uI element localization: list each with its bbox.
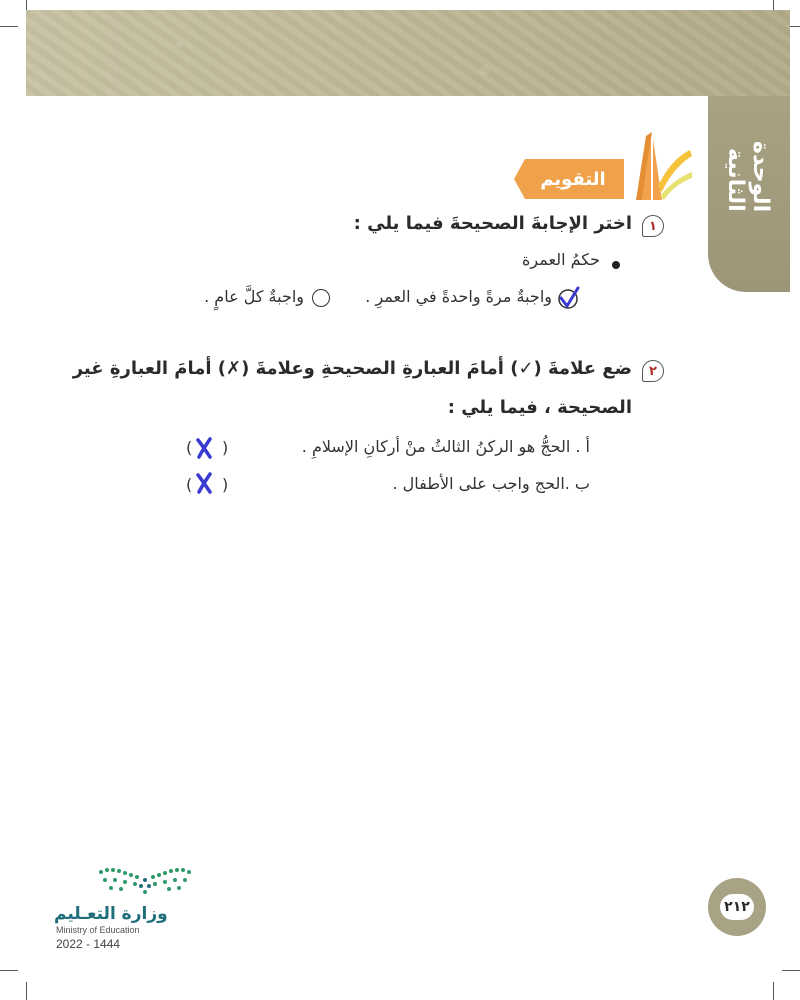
option-b-radio[interactable] <box>312 289 330 307</box>
crop-mark <box>773 982 774 1000</box>
statement-b-bracket-open: ( <box>222 475 229 494</box>
page-number-badge <box>708 878 766 936</box>
question-prompt: اختر الإجابةَ الصحيحةَ فيما يلي : <box>353 213 632 234</box>
bullet-point <box>612 261 620 269</box>
question-prompt-line1: ضع علامةَ (✓) أمامَ العبارةِ الصحيحةِ وعلامةَ (✗) أمامَ العبارةِ غير <box>72 358 632 379</box>
ministry-name-english: Ministry of Education <box>56 925 140 935</box>
crop-mark <box>0 970 18 971</box>
header-band <box>26 10 790 96</box>
statement-a-bracket-open: ( <box>222 438 229 457</box>
ministry-name-arabic: وزارة التعـليم <box>54 904 168 924</box>
statement-a-bracket-close: ) <box>186 438 193 457</box>
page-number: ٢١٢ <box>720 894 754 920</box>
statement-b-bracket-close: ) <box>186 475 193 494</box>
crop-mark <box>26 982 27 1000</box>
ministry-logo-icon <box>95 862 195 896</box>
x-mark-icon <box>194 437 214 459</box>
question-number: ١ <box>642 215 664 237</box>
x-mark-icon <box>194 472 214 494</box>
question-prompt-line2: الصحيحة ، فيما يلي : <box>447 397 632 418</box>
edition-year: 2022 - 1444 <box>56 937 121 951</box>
check-mark-icon <box>556 286 580 310</box>
option-a-text: واجبةٌ مرةً واحدةً في العمرِ . <box>365 287 552 306</box>
statement-a-text: أ . الحجُّ هو الركنُ الثالثُ منْ أركانِ الإسلامِ . <box>301 437 590 456</box>
option-b-text: واجبةٌ كلَّ عامٍ . <box>204 287 304 306</box>
section-label: التقويم <box>540 168 606 190</box>
question-number: ٢ <box>642 360 664 382</box>
unit-title: الوحدة الثانية <box>723 140 773 212</box>
question-item: حكمُ العمرة <box>522 250 600 269</box>
crop-mark <box>0 26 18 27</box>
crop-mark <box>782 970 800 971</box>
statement-b-text: ب .الحج واجب على الأطفال . <box>392 474 590 493</box>
